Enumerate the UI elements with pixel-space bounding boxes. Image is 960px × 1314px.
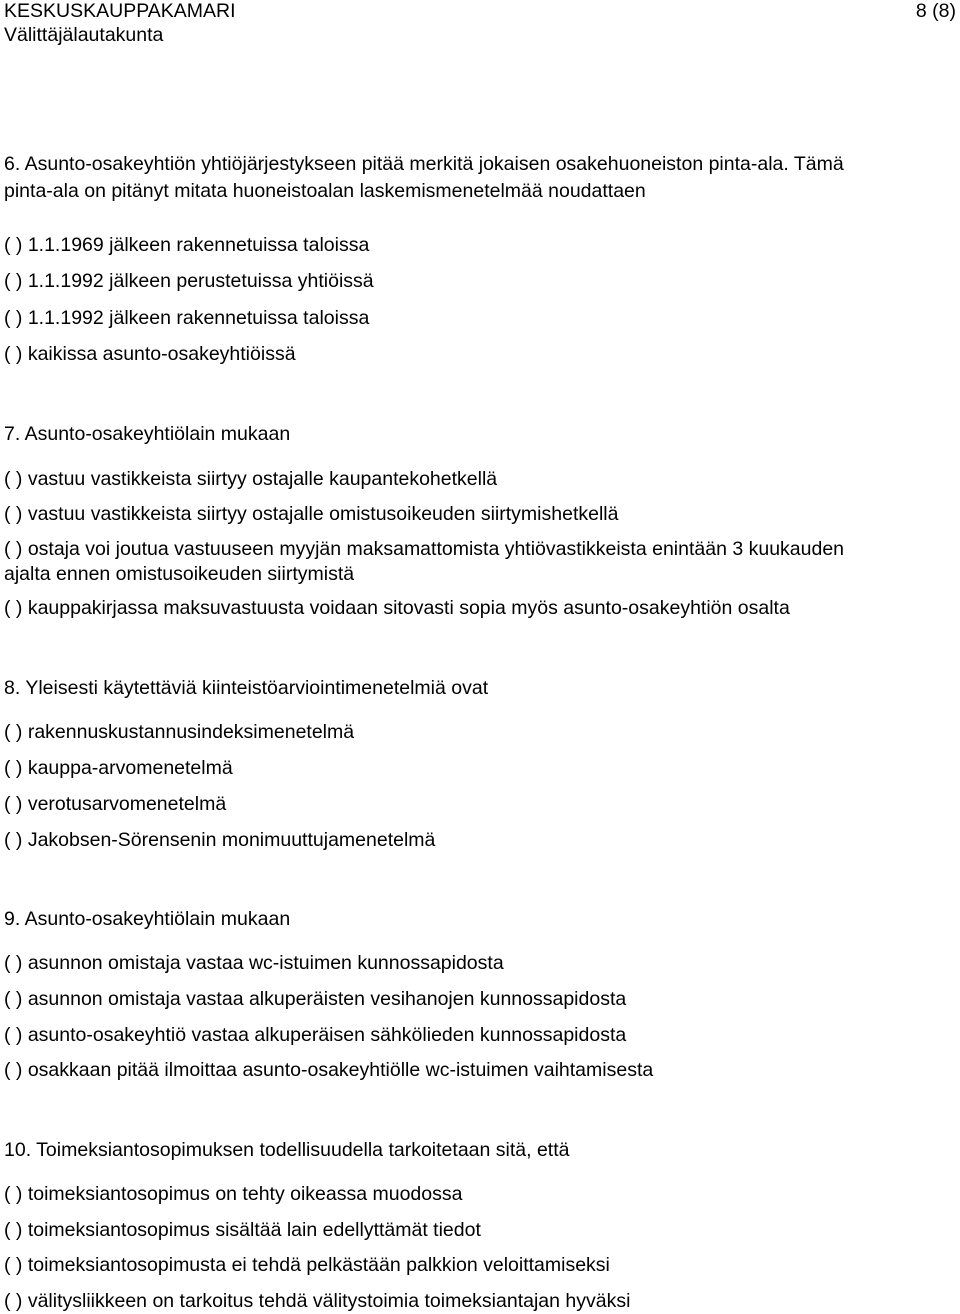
question-title: 6. Asunto-osakeyhtiön yhtiöjärjestykseen pitää merkitä jokaisen osakehuoneiston pinta-ala. Tämä (4, 153, 844, 175)
answer-option[interactable]: ( ) toimeksiantosopimusta ei tehdä pelkästään palkkion veloittamiseksi (4, 1254, 610, 1276)
answer-option[interactable]: ( ) osakkaan pitää ilmoittaa asunto-osakeyhtiölle wc-istuimen vaihtamisesta (4, 1059, 654, 1081)
question-title: 9. Asunto-osakeyhtiölain mukaan (4, 908, 291, 930)
committee-name: Välittäjälautakunta (4, 24, 164, 46)
answer-option[interactable]: ( ) kauppa-arvomenetelmä (4, 757, 233, 779)
answer-option-continuation: ajalta ennen omistusoikeuden siirtymistä (4, 563, 355, 585)
answer-option[interactable]: ( ) Jakobsen-Sörensenin monimuuttujamenetelmä (4, 829, 436, 851)
answer-option[interactable]: ( ) vastuu vastikkeista siirtyy ostajalle kaupantekohetkellä (4, 468, 498, 490)
question-title: pinta-ala on pitänyt mitata huoneistoalan laskemismenetelmää noudattaen (4, 180, 646, 202)
page-number: 8 (8) (915, 0, 956, 22)
answer-option[interactable]: ( ) 1.1.1992 jälkeen rakennetuissa taloissa (4, 307, 370, 329)
answer-option[interactable]: ( ) toimeksiantosopimus on tehty oikeassa muodossa (4, 1183, 463, 1205)
answer-option[interactable]: ( ) välitysliikkeen on tarkoitus tehdä välitystoimia toimeksiantajan hyväksi (4, 1290, 631, 1312)
answer-option[interactable]: ( ) kaikissa asunto-osakeyhtiöissä (4, 343, 296, 365)
answer-option[interactable]: ( ) toimeksiantosopimus sisältää lain edellyttämät tiedot (4, 1219, 481, 1241)
answer-option[interactable]: ( ) verotusarvomenetelmä (4, 793, 227, 815)
question-title: 8. Yleisesti käytettäviä kiinteistöarviointimenetelmiä ovat (4, 677, 489, 699)
answer-option[interactable]: ( ) asunnon omistaja vastaa alkuperäisten vesihanojen kunnossapidosta (4, 988, 627, 1010)
answer-option[interactable]: ( ) kauppakirjassa maksuvastuusta voidaan sitovasti sopia myös asunto-osakeyhtiön osalta (4, 597, 790, 619)
answer-option[interactable]: ( ) asunto-osakeyhtiö vastaa alkuperäisen sähkölieden kunnossapidosta (4, 1024, 627, 1046)
answer-option[interactable]: ( ) vastuu vastikkeista siirtyy ostajalle omistusoikeuden siirtymishetkellä (4, 503, 619, 525)
answer-option[interactable]: ( ) asunnon omistaja vastaa wc-istuimen kunnossapidosta (4, 952, 504, 974)
answer-option[interactable]: ( ) 1.1.1969 jälkeen rakennetuissa taloissa (4, 234, 370, 256)
organization-name: KESKUSKAUPPAKAMARI (4, 0, 236, 22)
question-title: 10. Toimeksiantosopimuksen todellisuudella tarkoitetaan sitä, että (4, 1139, 570, 1161)
question-title: 7. Asunto-osakeyhtiölain mukaan (4, 423, 291, 445)
answer-option[interactable]: ( ) 1.1.1992 jälkeen perustetuissa yhtiöissä (4, 270, 374, 292)
answer-option[interactable]: ( ) rakennuskustannusindeksimenetelmä (4, 721, 355, 743)
answer-option[interactable]: ( ) ostaja voi joutua vastuuseen myyjän maksamattomista yhtiövastikkeista enintään 3 kuukauden (4, 538, 845, 560)
